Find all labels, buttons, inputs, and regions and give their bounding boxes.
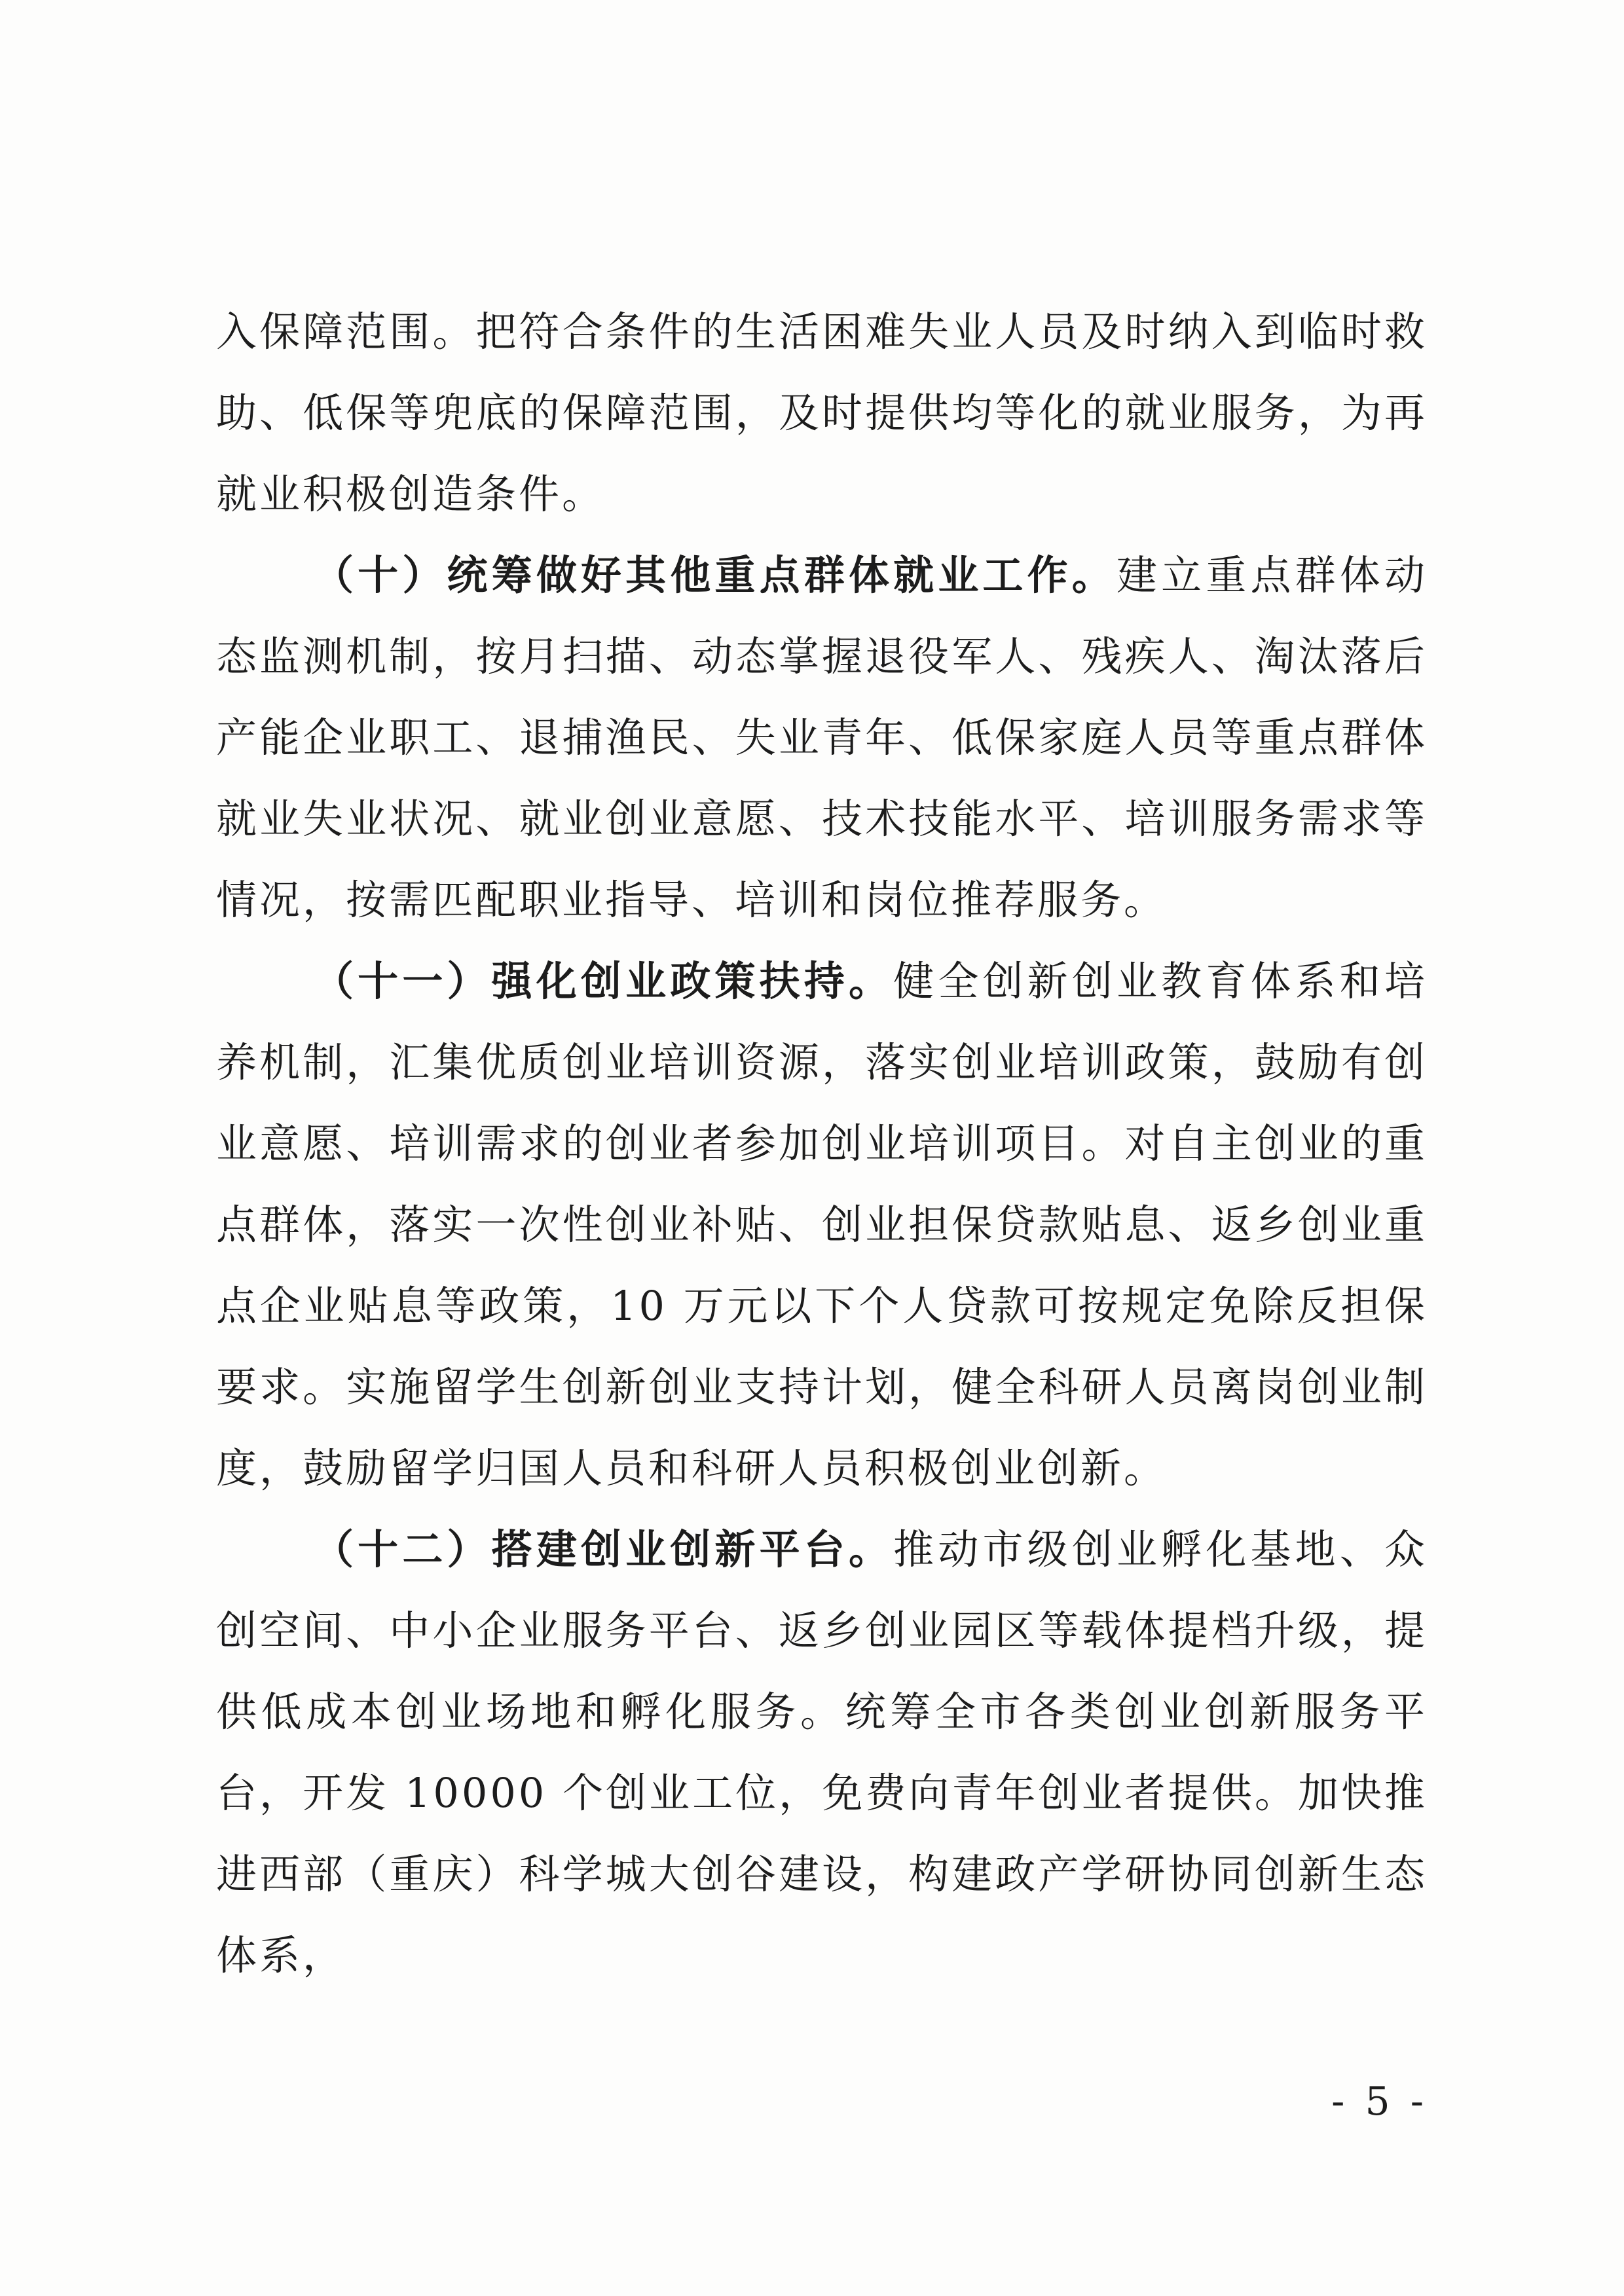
paragraph-text: 健全创新创业教育体系和培养机制，汇集优质创业培训资源，落实创业培训政策，鼓励有创业意愿、培训需求的创业者参加创业培训项目。对自主创业的重点群体，落实一次性创业补贴、创业担保贷款贴息、返乡创业重点企业贴息等政策，10 万元以下个人贷款可按规定免除反担保要求。实施留学生创新创业支持计划，健全科研人员离岗创业制度，鼓励留学归国人员和科研人员积极创业创新。 [216, 957, 1428, 1492]
paragraph-text: 推动市级创业孵化基地、众创空间、中小企业服务平台、返乡创业园区等载体提档升级，提供低成本创业场地和孵化服务。统筹全市各类创业创新服务平台，开发 10000 个创业工位，免费向青年创业者提供。加快推进西部（重庆）科学城大创谷建设，构建政产学研协同创新生态体系， [216, 1525, 1428, 1979]
paragraph-continuation [216, 291, 1428, 535]
paragraph-text: 入保障范围。把符合条件的生活困难失业人员及时纳入到临时救助、低保等兜底的保障范围，及时提供均等化的就业服务，为再就业积极创造条件。 [216, 308, 1428, 518]
paragraph-item-12 [216, 1509, 1428, 1996]
page-number: - 5 - [1331, 2079, 1428, 2124]
paragraph-lead: （十一）强化创业政策扶持。 [313, 957, 894, 1005]
paragraph-lead: （十二）搭建创业创新平台。 [313, 1525, 894, 1573]
paragraph-text: 建立重点群体动态监测机制，按月扫描、动态掌握退役军人、残疾人、淘汰落后产能企业职工、退捕渔民、失业青年、低保家庭人员等重点群体就业失业状况、就业创业意愿、技术技能水平、培训服务需求等情况，按需匹配职业指导、培训和岗位推荐服务。 [216, 551, 1428, 924]
paragraph-item-10 [216, 535, 1428, 941]
document-body [216, 291, 1428, 1996]
paragraph-lead: （十）统筹做好其他重点群体就业工作。 [313, 551, 1116, 599]
paragraph-item-11 [216, 941, 1428, 1509]
